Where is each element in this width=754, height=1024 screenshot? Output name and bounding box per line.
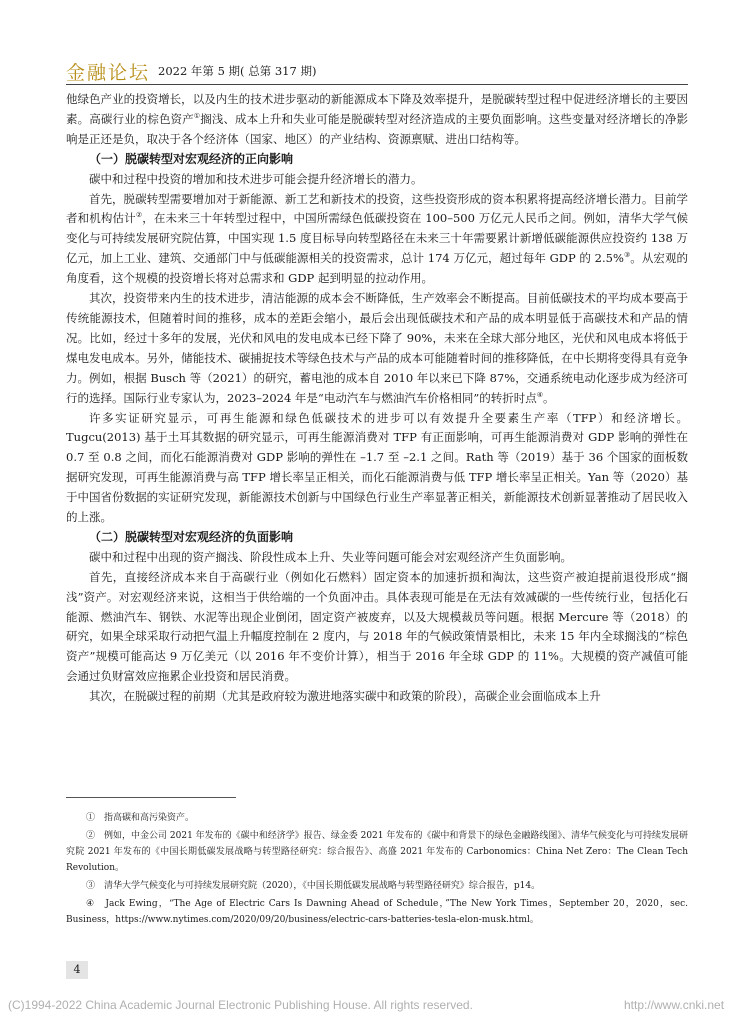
paragraph: 其次，在脱碳过程的前期（尤其是政府较为激进地落实碳中和政策的阶段），高碳企业会面临成本上升 [89,689,601,704]
paragraph: 首先，脱碳转型需要增加对于新能源、新工艺和新技术的投资，这些投资形成的资本积累将提高经济增长潜力。目前学者和机构估计②，在未来三十年转型过程中，中国所需绿色低碳投资在 100–500 万亿元人民币之间。例如，清华大学气候变化与可持续发展研究院估算，中国实现 1.5 度目标导向转型路径在未来三十年需要累计新增低碳能源供应投资约 138 万亿元，加上工业、建筑、交通部门中与低碳能源相关的投资需求，总计 174 万亿元，超过每年 GDP 的 2.5%③。从宏观的角度看，这个规模的投资增长将对总需求和 GDP 起到明显的拉动作用。 [66,191,689,286]
paragraph: 其次，投资带来内生的技术进步，清洁能源的成本会不断降低，生产效率会不断提高。目前低碳技术的平均成本要高于传统能源技术，但随着时间的推移，成本的差距会缩小，最后会出现低碳技术和产品的成本明显低于高碳技术和产品的情况。比如，经过十多年的发展，光伏和风电的发电成本已经下降了 90%，未来在全球大部分地区，光伏和风电成本将低于煤电发电成本。另外，储能技术、碳捕捉技术等绿色技术与产品的成本可能随着时间的推移降低，在中长期将变得具有竞争力。例如，根据 Busch 等（2021）的研究，蓄电池的成本自 2010 年以来已下降 87%，交通系统电动化逐步成为经济可行的选择。国际行业专家认为，2023–2024 年是“电动汽车与燃油汽车价格相同”的转折时点④。 [66,291,688,405]
footnote-ref[interactable]: ③ [623,251,631,260]
footnote-ref[interactable]: ② [135,211,143,220]
footnote-item: ① 指高碳和高污染资产。 [86,813,195,823]
section-heading: （一）脱碳转型对宏观经济的正向影响 [89,151,294,166]
footnote-ref[interactable]: ① [193,112,201,121]
section-heading: （二）脱碳转型对宏观经济的负面影响 [89,529,294,544]
header-rule [66,84,688,85]
paragraph: 碳中和过程中投资的增加和技术进步可能会提升经济增长的潜力。 [89,171,423,186]
footnote-item: ② 例如，中金公司 2021 年发布的《碳中和经济学》报告、绿金委 2021 年发布的《碳中和背景下的绿色金融路线图》、清华气候变化与可持续发展研究院 2021 年发布的《中国长期低碳发展战略与转型路径研究：综合报告》、高盛 2021 年发布的 Carbonomics：China Net Zero：The Clean Tech Revolution。 [66,831,688,873]
article-body [66,90,688,707]
copyright-text: (C)1994-2022 China Academic Journal Electronic Publishing House. All rights reserved. [8,998,473,1012]
footnote-item: ④ Jack Ewing，“The Age of Electric Cars Is Dawning Ahead of Schedule，”The New York Times，September 20，2020，sec. Business，https://www.nytimes.com/2020/09/20/business/electric-cars-batteries-tesla-elon-musk.html。 [66,899,688,925]
page-number: 4 [66,961,88,979]
paragraph: 首先，直接经济成本来自于高碳行业（例如化石燃料）固定资本的加速折损和淘汰，这些资产被迫提前退役形成“搁浅”资产。对宏观经济来说，这相当于供给端的一个负面冲击。具体表现可能是在无法有效减碳的一些传统行业，包括化石能源、燃油汽车、钢铁、水泥等出现企业倒闭，固定资产被废弃，以及大规模裁员等问题。根据 Mercure 等（2018）的研究，如果全球采取行动把气温上升幅度控制在 2 度内，与 2018 年的气候政策情景相比，未来 15 年内全球搁浅的“棕色资产”规模可能高达 9 万亿美元（以 2016 年不变价计算），相当于 2016 年全球 GDP 的 11%。大规模的资产减值可能会通过负财富效应拖累企业投资和居民消费。 [66,569,688,684]
footnote-item: ③ 清华大学气候变化与可持续发展研究院（2020），《中国长期低碳发展战略与转型路径研究》综合报告，p14。 [86,881,541,891]
footnotes [66,810,688,930]
paragraph: 他绿色产业的投资增长，以及内生的技术进步驱动的新能源成本下降及效率提升，是脱碳转型过程中促进经济增长的主要因素。高碳行业的棕色资产①搁浅、成本上升和失业可能是脱碳转型对经济造成的主要负面影响。这些变量对经济增长的净影响是正还是负，取决于各个经济体（国家、地区）的产业结构、资源禀赋、进出口结构等。 [66,92,689,146]
running-header [66,58,688,86]
footnote-ref[interactable]: ④ [536,390,543,399]
cnki-link[interactable]: http://www.cnki.net [624,998,725,1012]
footnote-separator [66,797,236,798]
paragraph: 许多实证研究显示，可再生能源和绿色低碳技术的进步可以有效提升全要素生产率（TFP）和经济增长。Tugcu(2013) 基于土耳其数据的研究显示，可再生能源消费对 TFP 有正面影响，可再生能源消费对 GDP 影响的弹性在 0.7 至 0.8 之间，而化石能源消费对 GDP 影响的弹性在 –1.7 至 –2.1 之间。Rath 等（2019）基于 36 个国家的面板数据研究发现，可再生能源消费与高 TFP 增长率呈正相关，而化石能源消费与低 TFP 增长率呈正相关。Yan 等（2020）基于中国省份数据的实证研究发现，新能源技术创新与中国绿色行业生产率显著正相关，新能源技术创新显著推动了居民收入的上涨。 [66,410,688,525]
journal-title: 金融论坛 [66,62,151,84]
paragraph: 碳中和过程中出现的资产搁浅、阶段性成本上升、失业等问题可能会对宏观经济产生负面影响。 [89,549,572,564]
copyright-notice [8,998,748,1012]
issue-info: 2022 年第 5 期( 总第 317 期) [158,64,317,78]
